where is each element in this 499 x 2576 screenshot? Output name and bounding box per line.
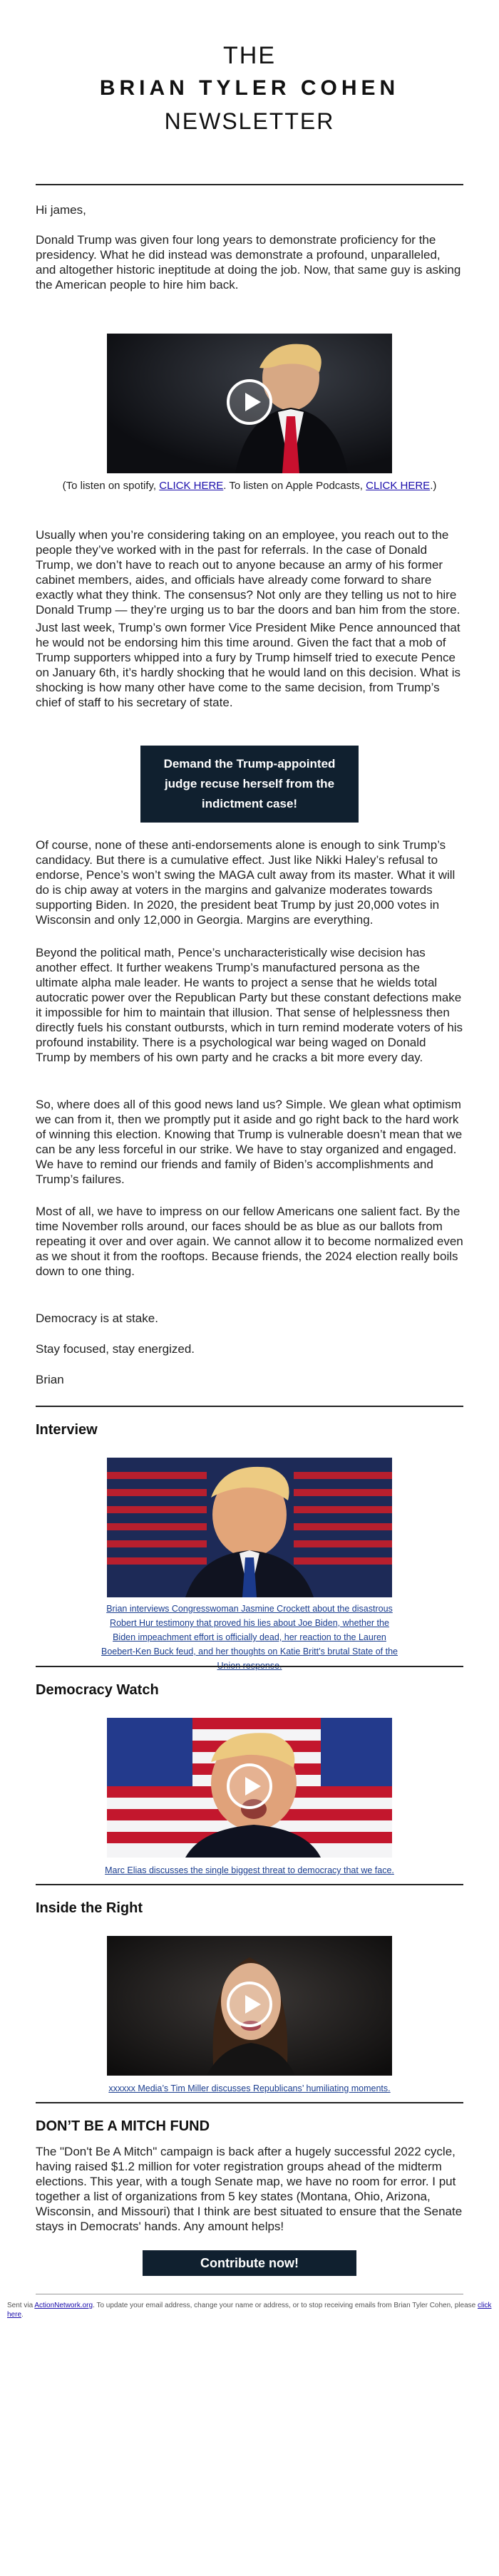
contribute-now-button[interactable]: Contribute now! bbox=[143, 2250, 356, 2276]
masthead-newsletter: NEWSLETTER bbox=[164, 108, 335, 134]
paragraph-8: Democracy is at stake. bbox=[36, 1312, 158, 1325]
interview-caption-link[interactable]: Brian interviews Congresswoman Jasmine Crockett about the disastrous Robert Hur testimony that proved his lies about Joe Biden, whether the Biden impeachment effort is officially dead, her reaction to the Lauren Boebert-Ken Buck feud, and her thoughts on Katie Britt’s brutal State of the bbox=[101, 1604, 398, 1657]
action-network-link[interactable]: ActionNetwork.org bbox=[34, 2302, 93, 2309]
paragraph-1: Donald Trump was given four long years to demonstrate proficiency for the presidency. What he did instead was demonstrate a profound, unparalleled, and altogether historic ineptitude at doing the job. Now, that same guy is asking the American people to hire him back. bbox=[36, 233, 461, 292]
democracy-video-thumbnail[interactable] bbox=[107, 1718, 392, 1858]
masthead-divider bbox=[36, 184, 463, 185]
democracy-caption-link[interactable]: Marc Elias discusses the single biggest threat to democracy that we face. bbox=[105, 1865, 394, 1875]
hero-video-thumbnail[interactable] bbox=[107, 334, 392, 473]
footer-text bbox=[7, 2301, 492, 2319]
inside-right-video-thumbnail[interactable] bbox=[107, 1936, 392, 2076]
inside-the-right-heading: Inside the Right bbox=[36, 1900, 143, 1916]
masthead-name: BRIAN TYLER COHEN bbox=[99, 76, 400, 100]
interview-divider bbox=[36, 1666, 463, 1667]
democracy-play-icon[interactable] bbox=[227, 1763, 272, 1809]
democracy-divider bbox=[36, 1884, 463, 1885]
footer-prefix: Sent via bbox=[7, 2302, 35, 2309]
paragraph-9: Stay focused, stay energized. bbox=[36, 1342, 195, 1356]
unsubscribe-link[interactable]: click here bbox=[7, 2302, 492, 2319]
mitch-fund-body: The "Don't Be A Mitch" campaign is back after a hugely successful 2022 cycle, having raised $1.2 million for voter registration groups ahead of the midterm elections. This year, with a tough Senate map, we have no room for error. I put together a list of organizations from 5 key states (Montana, Ohio, Arizona, Wisconsin, and Missouri) that I think are best situated to ensure that the Senate stays in Democrats' hands. Any amount helps! bbox=[36, 2145, 463, 2233]
hero-play-icon[interactable] bbox=[227, 379, 272, 425]
letter-divider bbox=[36, 1406, 463, 1407]
footer-middle: . To update your email address, change your name or address, or to stop receiving emails from Brian Tyler Cohen, please bbox=[93, 2302, 478, 2309]
masthead bbox=[0, 41, 499, 135]
inside-right-play-icon[interactable] bbox=[227, 1982, 272, 2027]
paragraph-7: Most of all, we have to impress on our fellow Americans one salient fact. By the time November rolls around, our faces should be as blue as our ballots from repeating it over and over again. We cannot allow it to become normalized even as we shout it from the rooftops. Because friends, the 2024 election really boils down to one thing. bbox=[36, 1205, 463, 1278]
footer-suffix: . bbox=[21, 2311, 24, 2319]
inside-right-caption-link[interactable]: xxxxxx Media’s Tim Miller discusses Republicans’ humiliating moments. bbox=[108, 2083, 391, 2093]
greeting: Hi james, bbox=[36, 203, 86, 217]
paragraph-2: Usually when you’re considering taking on an employee, you reach out to the people they’ve worked with in the past for referrals. In the case of Donald Trump, we don’t have to reach out to anyone because an army of his former cabinet members, aides, and officials have already come forward to share exactly what they think. The consensus? Not only are they telling us not to hire Donald Trump — they’re urging us to bar the doors and ban him from the store. bbox=[36, 528, 461, 617]
apple-podcasts-link[interactable]: CLICK HERE bbox=[366, 480, 431, 492]
paragraph-6: So, where does all of this good news land us? Simple. We glean what optimism we can from it, then we promptly put it aside and go right back to the hard work of winning this election. Knowing that Trump is vulnerable doesn’t mean that we can be any less forceful in our strike. We have to stay organized and engaged. We have to remind our friends and family of Biden’s accomplishments and Trump’s failures. bbox=[36, 1098, 463, 1186]
interview-video-thumbnail[interactable] bbox=[107, 1458, 392, 1597]
signature: Brian bbox=[36, 1373, 64, 1386]
masthead-the: THE bbox=[223, 42, 276, 69]
democracy-watch-heading: Democracy Watch bbox=[36, 1682, 159, 1698]
listen-suffix: .) bbox=[430, 480, 437, 492]
interview-heading: Interview bbox=[36, 1422, 98, 1438]
interview-photo-art bbox=[107, 1458, 392, 1597]
inside-right-divider bbox=[36, 2102, 463, 2103]
spotify-link[interactable]: CLICK HERE bbox=[159, 480, 224, 492]
paragraph-3: Just last week, Trump’s own former Vice President Mike Pence announced that he would not be endorsing him this time around. Given the fact that a mob of Trump supporters whipped into a fury by Trump himself tried to execute Pence on January 6th, it’s hardly shocking that he would land on this decision. What is shocking is how many other have come to the same decision, from Trump’s chief of staff to his secretary of state. bbox=[36, 621, 461, 709]
mitch-fund-heading: DON’T BE A MITCH FUND bbox=[36, 2118, 210, 2134]
recuse-petition-button[interactable]: Demand the Trump-appointed judge recuse herself from the indictment case! bbox=[140, 746, 359, 823]
paragraph-4: Of course, none of these anti-endorsements alone is enough to sink Trump’s candidacy. But there is a cumulative effect. Just like Nikki Haley’s refusal to endorse, Pence’s won’t swing the MAGA cult away from its master. What it will do is chip away at voters in the margins and galvanize moderates towards supporting Biden. In 2020, the president beat Trump by just 20,000 votes in Wisconsin and only 12,000 in Georgia. Margins are everything. bbox=[36, 838, 456, 927]
paragraph-5: Beyond the political math, Pence’s uncharacteristically wise decision has another effect. It further weakens Trump’s manufactured persona as the ultimate alpha male leader. He wants to project a sense that he wields total autocratic power over the Republican Party but these constant defections make it impossible for him to maintain that illusion. That sense of helplessness then directly fuels his constant outbursts, which in turn remind moderate voters of his profound instability. There is a psychological war being waged on Donald Trump by members of his own party and he cracks a bit more every day. bbox=[36, 946, 463, 1064]
listen-middle: . To listen on Apple Podcasts, bbox=[223, 480, 366, 492]
listen-prefix: (To listen on spotify, bbox=[62, 480, 160, 492]
listen-links bbox=[36, 479, 463, 493]
